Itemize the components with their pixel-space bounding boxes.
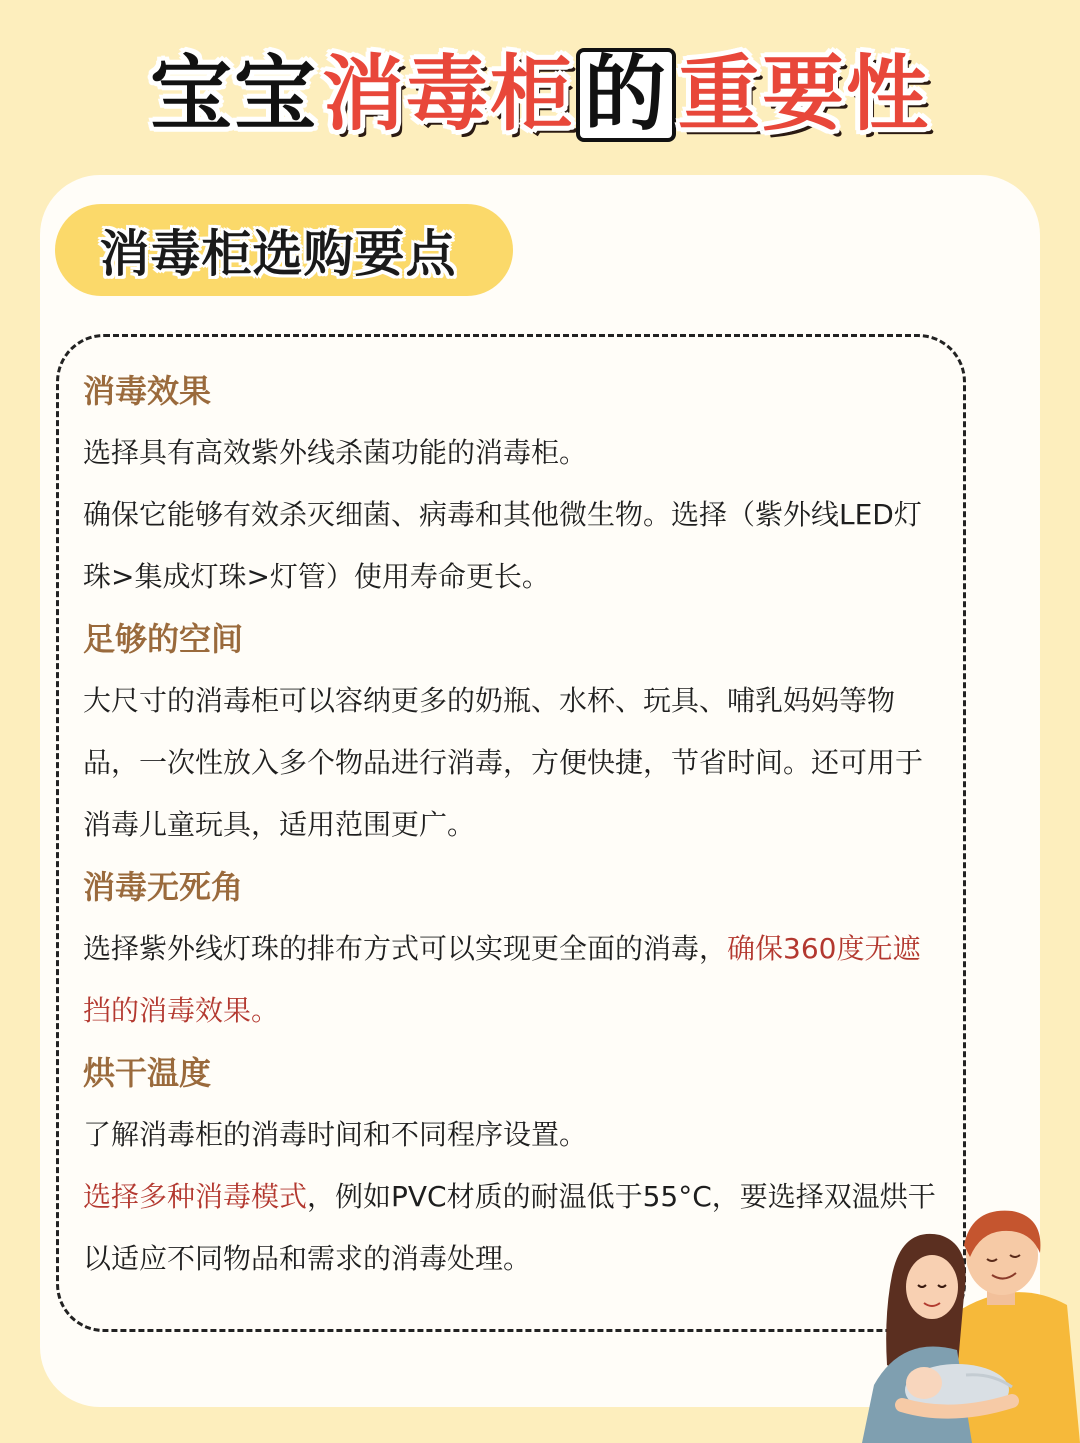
heading-no-dead-corner: 消毒无死角 [83, 868, 244, 906]
highlight-text: 选择多种消毒模式 [83, 1180, 308, 1213]
heading-drying-temperature: 烘干温度 [83, 1054, 212, 1092]
title-part-4: 重要性 [678, 47, 931, 142]
paragraph: 确保它能够有效杀灭细菌、病毒和其他微生物。选择（紫外线LED灯珠>集成灯珠>灯管）使用寿命更长。 [83, 498, 922, 593]
section-pill [55, 204, 513, 296]
title-part-3: 的 [578, 50, 674, 140]
paragraph-text: 选择紫外线灯珠的排布方式可以实现更全面的消毒， [83, 932, 728, 965]
title-part-2: 消毒柜 [321, 47, 574, 142]
title-part-1: 宝宝 [149, 47, 318, 142]
page-title [0, 40, 1080, 150]
paragraph [83, 1166, 943, 1290]
paragraph [83, 918, 943, 1042]
heading-disinfection-effect: 消毒效果 [83, 372, 212, 410]
highlight-text: 确保360度无遮挡的消毒效果。 [83, 932, 921, 1027]
section-pill-label: 消毒柜选购要点 [99, 225, 457, 283]
paragraph: 选择具有高效紫外线杀菌功能的消毒柜。 [83, 436, 588, 469]
paragraph-text: ，例如PVC材质的耐温低于55°C，要选择双温烘干以适应不同物品和需求的消毒处理。 [83, 1180, 936, 1275]
tips-content [83, 360, 943, 1290]
heading-enough-space: 足够的空间 [83, 620, 244, 658]
family-illustration [862, 1205, 1080, 1443]
paragraph: 大尺寸的消毒柜可以容纳更多的奶瓶、水杯、玩具、哺乳妈妈等物品，一次性放入多个物品进行消毒，方便快捷，节省时间。还可用于消毒儿童玩具，适用范围更广。 [83, 684, 924, 841]
paragraph: 了解消毒柜的消毒时间和不同程序设置。 [83, 1118, 588, 1151]
